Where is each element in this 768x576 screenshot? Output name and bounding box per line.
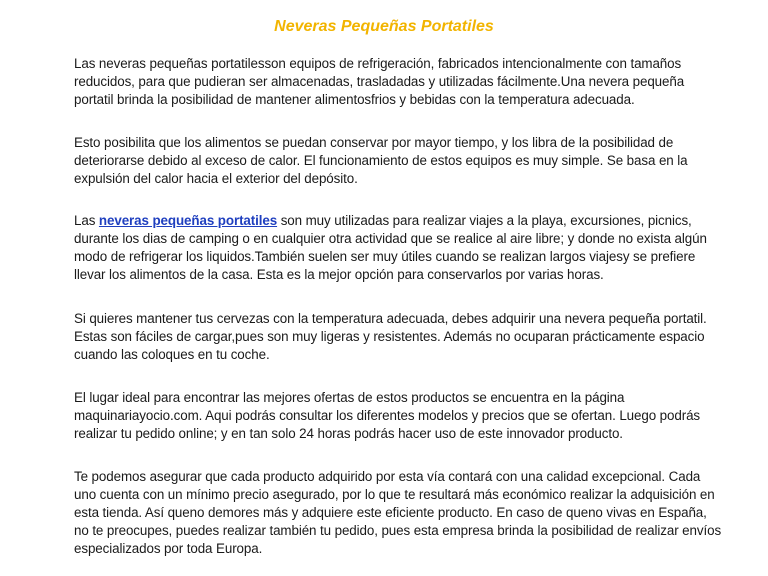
neveras-link[interactable]: neveras pequeñas portatiles	[98, 213, 278, 228]
paragraph-1: Las neveras pequeñas portatilesson equipos de refrigeración, fabricados intencionalmente con tamaños reducidos, para que pudieran ser almacenadas, trasladadas y utilizadas fácilmente.Una nevera pequeña portatil brinda la posibilidad de mantener alimentosfrios y bebidas con la temperatura adecuada.	[74, 56, 685, 107]
paragraph-5: El lugar ideal para encontrar las mejores ofertas de estos productos se encuentra en la página maquinariayocio.com. Aqui podrás consultar los diferentes modelos y precios que se ofertan. Luego podrás realizar tu pedido online; y en tan solo 24 horas podrás hacer uso de este innovador producto.	[74, 390, 701, 441]
paragraph-2: Esto posibilita que los alimentos se puedan conservar por mayor tiempo, y los libra de la posibilidad de deteriorarse debido al exceso de calor. El funcionamiento de estos equipos es muy simple. Se basa en la expulsión del calor hacia el exterior del depósito.	[74, 135, 688, 186]
paragraph-4: Si quieres mantener tus cervezas con la temperatura adecuada, debes adquirir una nevera pequeña portatil. Estas son fáciles de cargar,pues son muy ligeras y resistentes. Además no ocuparan prácticamente espacio cuando las coloques en tu coche.	[74, 311, 707, 362]
page-title: Neveras Pequeñas Portatiles	[274, 18, 494, 35]
paragraph-6: Te podemos asegurar que cada producto adquirido por esta vía contará con una calidad excepcional. Cada uno cuenta con un mínimo precio asegurado, por lo que te resultará más económico realizar la adquisición en esta tienda. Así queno demores más y adquiere este eficiente producto. En caso de queno vivas en España, no te preocupes, puedes realizar también tu pedido, pues esta empresa brinda la posibilidad de realizar envíos especializados por toda Europa.	[74, 469, 722, 556]
paragraph-3-body: son muy utilizadas para realizar viajes a la playa, excursiones, picnics, durante los dias de camping o en cualquier otra actividad que se realice al aire libre; y donde no exista algún modo de refrigerar los liquidos.También suelen ser muy útiles cuando se realizan largos viajesy se prefiere llevar los alimentos de la casa. Esta es la mejor opción para conservarlos por varias horas.	[74, 213, 707, 282]
paragraph-3-intro: Las	[74, 213, 99, 228]
paragraph-3	[74, 212, 724, 284]
